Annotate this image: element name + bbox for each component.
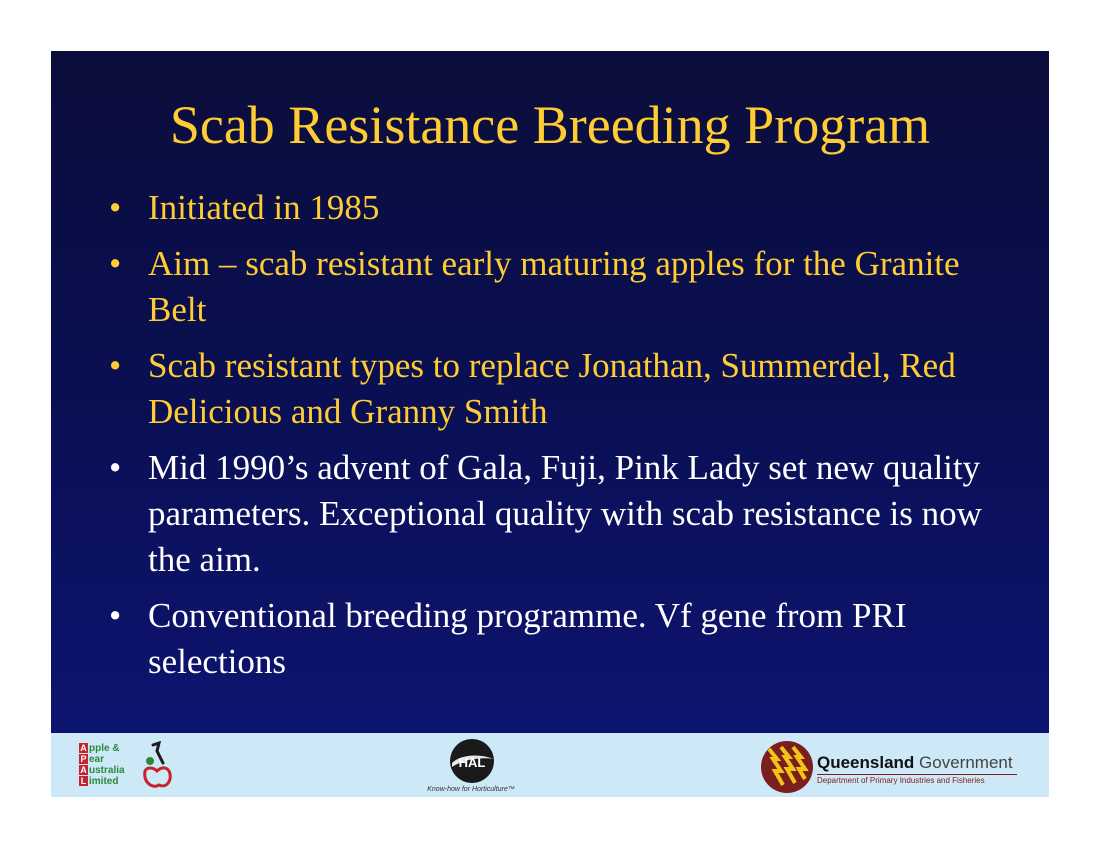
apal-logo <box>79 743 189 793</box>
bullet-item <box>109 241 1009 333</box>
bullet-item <box>109 593 1009 685</box>
bullet-dot: • <box>109 448 122 487</box>
bullet-text: Aim – scab resistant early maturing apples for the Granite Belt <box>148 244 960 329</box>
qld-name: Queensland Government <box>817 753 1013 772</box>
bullet-item <box>109 445 1009 583</box>
hal-logo <box>416 733 526 797</box>
bullet-item <box>109 185 1009 231</box>
hal-logo-icon <box>416 733 526 787</box>
logo-footer <box>51 733 1049 797</box>
bullet-dot: • <box>109 596 122 635</box>
qld-crest-icon <box>759 739 815 795</box>
qld-government-logo <box>759 739 1029 795</box>
slide <box>51 51 1049 797</box>
hal-tagline: Know-how for Horticulture™ <box>427 786 515 793</box>
qld-divider <box>817 774 1017 775</box>
apal-wordmark: A pple & P ear A ustralia L imited <box>80 743 125 787</box>
bullet-item <box>109 343 1009 435</box>
bullet-text: Mid 1990’s advent of Gala, Fuji, Pink Lady set new quality parameters. Exceptional quality with scab resistance is now the aim. <box>148 448 982 579</box>
slide-title: Scab Resistance Breeding Program <box>169 95 931 155</box>
bullet-dot: • <box>109 188 122 227</box>
bullet-text: Initiated in 1985 <box>148 188 380 227</box>
bullet-dot: • <box>109 346 122 385</box>
qld-department: Department of Primary Industries and Fisheries <box>817 776 985 785</box>
bullet-text: Conventional breeding programme. Vf gene from PRI selections <box>148 596 907 681</box>
bullet-list <box>109 185 1009 695</box>
bullet-text: Scab resistant types to replace Jonathan, Summerdel, Red Delicious and Granny Smith <box>148 346 956 431</box>
hal-mark: HAL <box>458 755 486 770</box>
bullet-dot: • <box>109 244 122 283</box>
apple-pear-logo-icon <box>139 741 175 791</box>
